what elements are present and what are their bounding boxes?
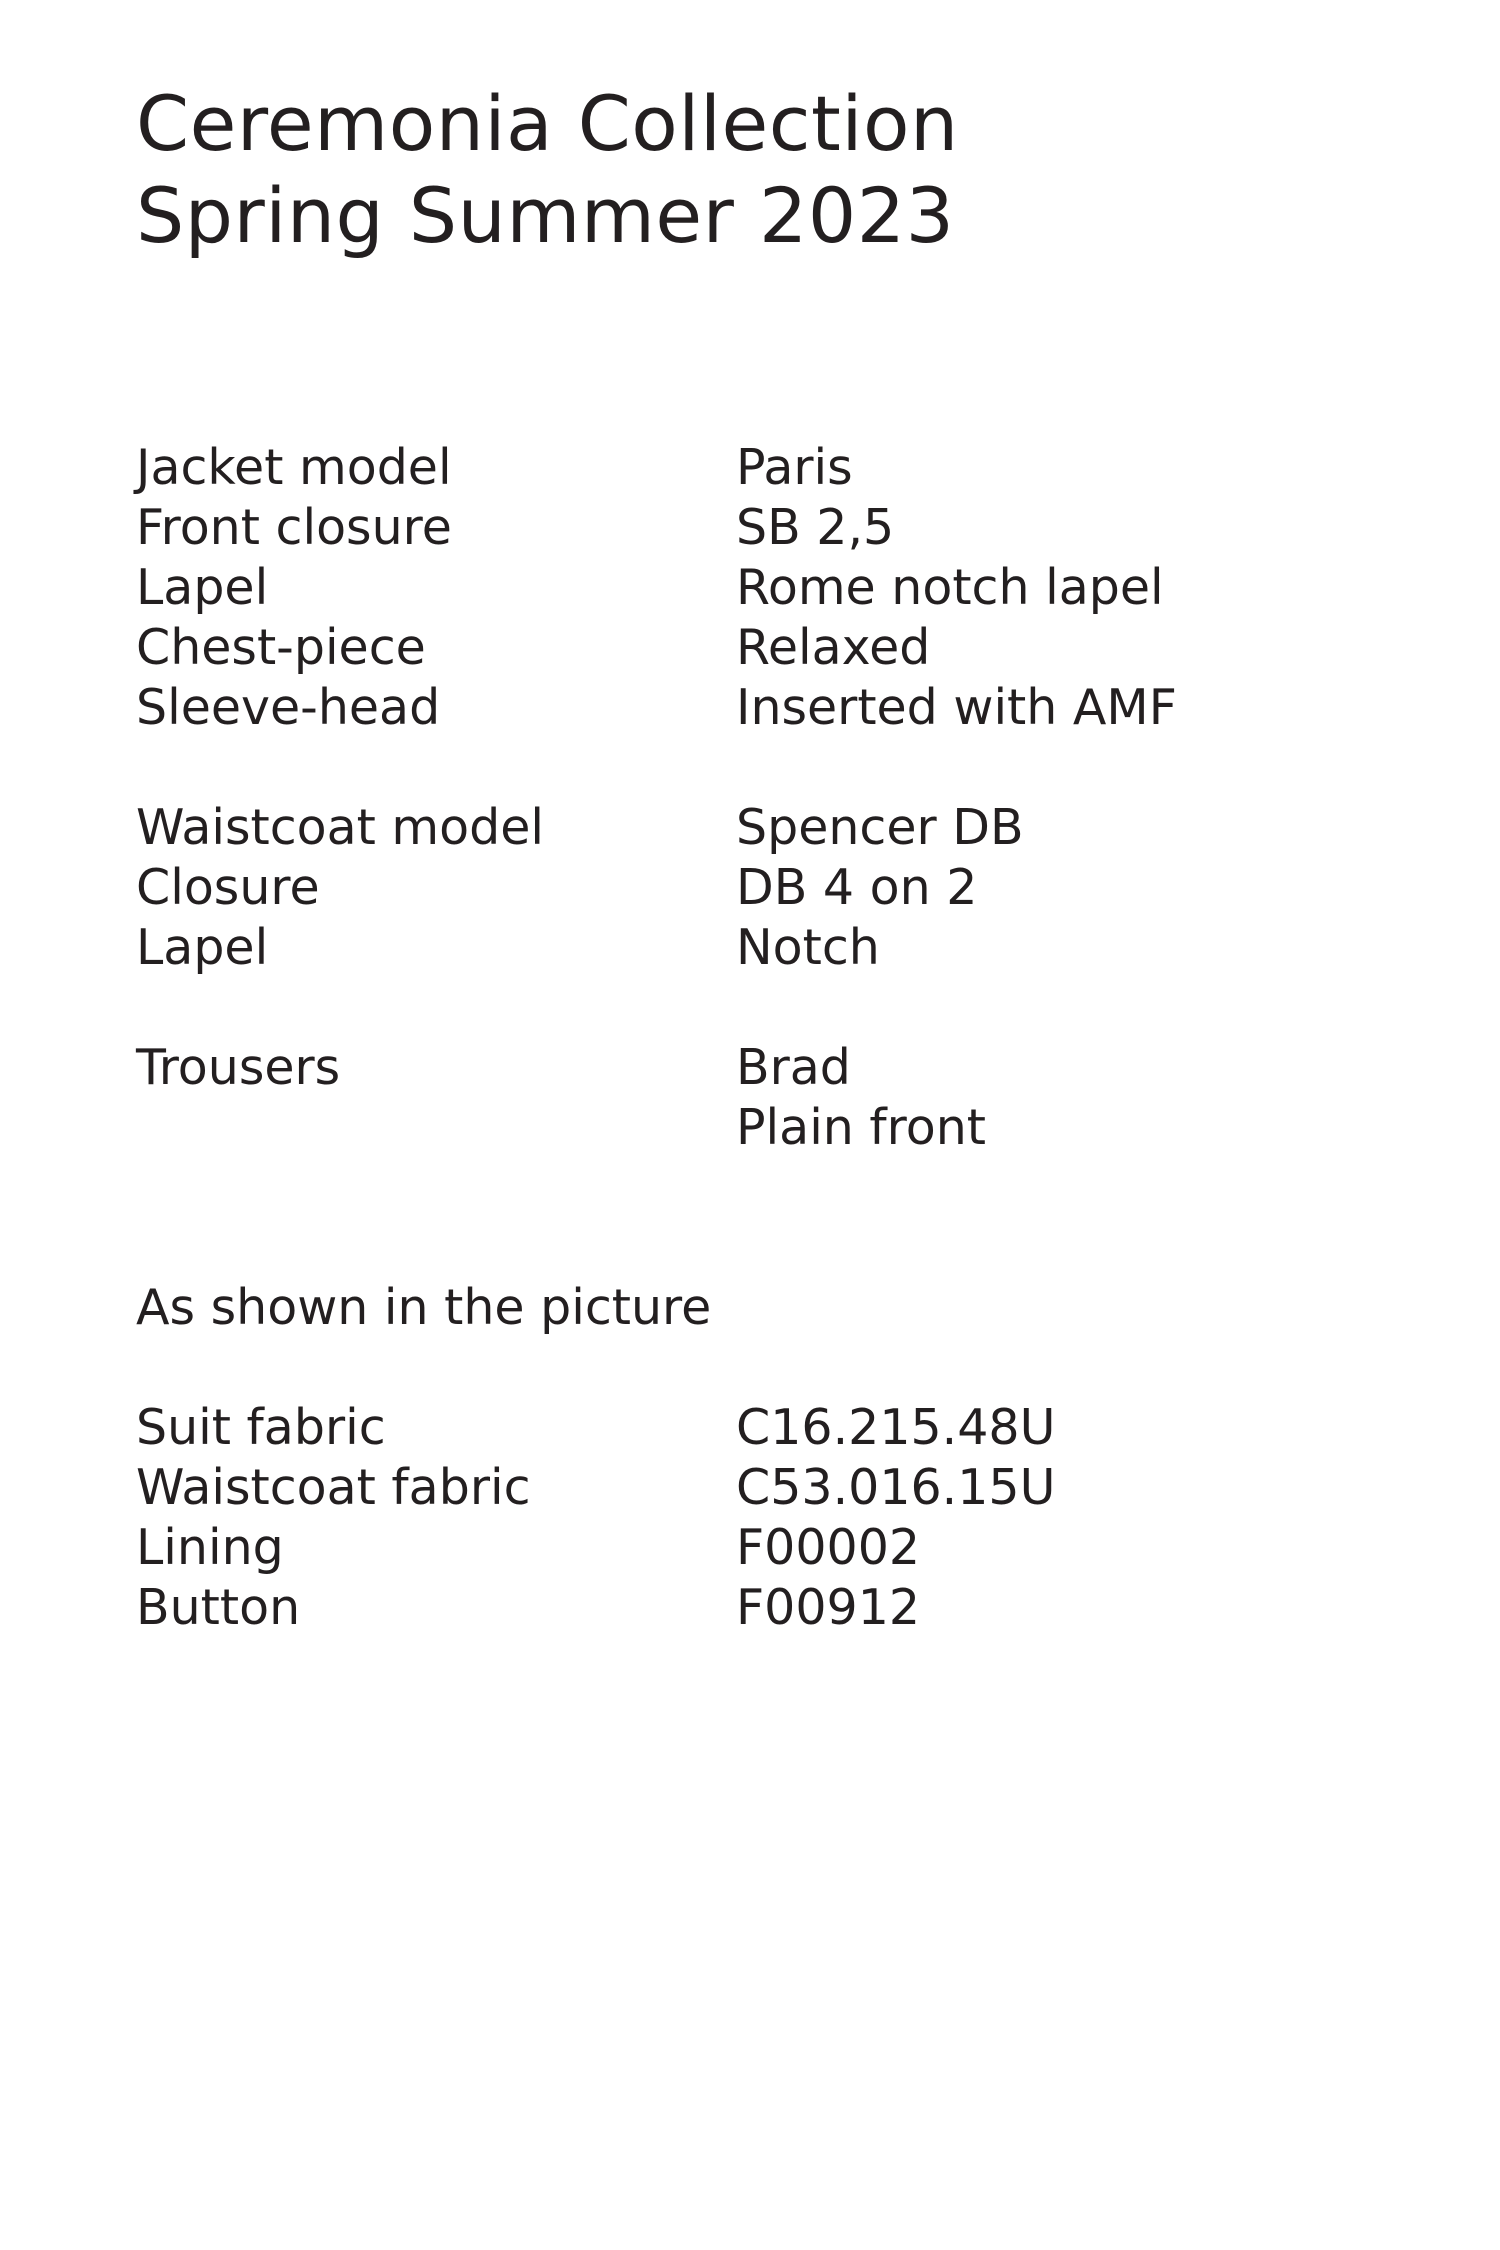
- spec-label: Button: [136, 1579, 301, 1636]
- spec-value: Paris: [736, 439, 853, 496]
- spec-row-waistcoat-fabric: [136, 1458, 1336, 1518]
- spec-row-lapel: [136, 558, 1336, 618]
- spec-value: Spencer DB: [736, 799, 1024, 856]
- spec-label: Lining: [136, 1519, 284, 1576]
- spec-value: Rome notch lapel: [736, 559, 1164, 616]
- spec-label: Sleeve-head: [136, 679, 441, 736]
- spec-value: F00912: [736, 1579, 921, 1636]
- spec-row-trousers: [136, 1038, 1336, 1098]
- spec-row-waistcoat-model: [136, 798, 1336, 858]
- spec-row-jacket-model: [136, 438, 1336, 498]
- spec-label: Suit fabric: [136, 1399, 386, 1456]
- spec-value: DB 4 on 2: [736, 859, 978, 916]
- spec-row-button: [136, 1578, 1336, 1638]
- spec-row-suit-fabric: [136, 1398, 1336, 1458]
- spec-value: C53.016.15U: [736, 1459, 1056, 1516]
- picture-note: As shown in the picture: [136, 1279, 712, 1336]
- spec-value: C16.215.48U: [736, 1399, 1056, 1456]
- spec-row-sleeve-head: [136, 678, 1336, 738]
- spec-value: Inserted with AMF: [736, 679, 1177, 736]
- spec-row-trousers-front: [136, 1098, 1336, 1158]
- spec-row-chest-piece: [136, 618, 1336, 678]
- spec-value: Relaxed: [736, 619, 931, 676]
- spec-label: Trousers: [136, 1039, 341, 1096]
- spec-value: F00002: [736, 1519, 921, 1576]
- spec-label: Jacket model: [136, 439, 452, 496]
- spec-row-lining: [136, 1518, 1336, 1578]
- spec-row-closure: [136, 858, 1336, 918]
- spec-label: Front closure: [136, 499, 452, 556]
- page-title: [136, 78, 959, 262]
- collection-name: Ceremonia Collection: [136, 79, 959, 168]
- spec-label: Closure: [136, 859, 320, 916]
- spec-label: Waistcoat fabric: [136, 1459, 531, 1516]
- spec-row-front-closure: [136, 498, 1336, 558]
- spec-value: Plain front: [736, 1099, 987, 1156]
- spec-label: Waistcoat model: [136, 799, 545, 856]
- spec-value: Brad: [736, 1039, 851, 1096]
- spec-label: Lapel: [136, 559, 269, 616]
- spec-value: SB 2,5: [736, 499, 895, 556]
- spec-label: Chest-piece: [136, 619, 426, 676]
- spec-value: Notch: [736, 919, 880, 976]
- spec-row-waistcoat-lapel: [136, 918, 1336, 978]
- season: Spring Summer 2023: [136, 171, 955, 260]
- spec-label: Lapel: [136, 919, 269, 976]
